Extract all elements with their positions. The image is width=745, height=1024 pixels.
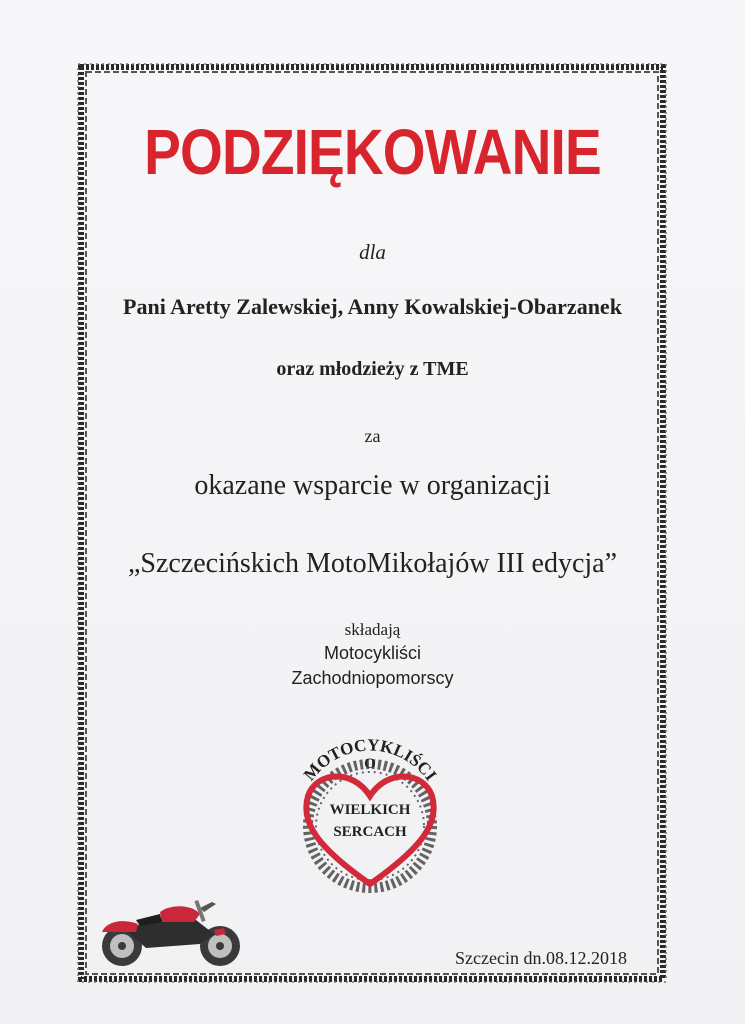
recipients-line-1: Pani Aretty Zalewskiej, Anny Kowalskiej-Obarzanek xyxy=(123,294,622,319)
reason-text: okazane wsparcie w organizacji xyxy=(194,470,551,501)
place-date: Szczecin dn.08.12.2018 xyxy=(455,948,627,968)
for-word: dla xyxy=(359,240,386,264)
logo-inner-line-1: WIELKICH xyxy=(329,802,411,818)
motorcycle-icon xyxy=(96,890,246,977)
logo-middle-word: O xyxy=(364,756,376,772)
heart-tire-logo xyxy=(280,724,460,899)
certificate-title: PODZIĘKOWANIE xyxy=(144,116,601,188)
signed-word: składają xyxy=(344,620,401,639)
event-name: „Szczecińskich MotoMikołajów III edycja” xyxy=(127,548,618,579)
logo-inner-line-2: SERCACH xyxy=(333,824,407,840)
logo-arc-text: MOTOCYKLIŚCI xyxy=(299,735,441,785)
signatory-line-1: Motocykliści xyxy=(323,643,421,663)
reason-word: za xyxy=(364,426,381,446)
recipients-line-2: oraz młodzieży z TME xyxy=(276,358,469,380)
signatory-line-2: Zachodniopomorscy xyxy=(291,668,454,688)
